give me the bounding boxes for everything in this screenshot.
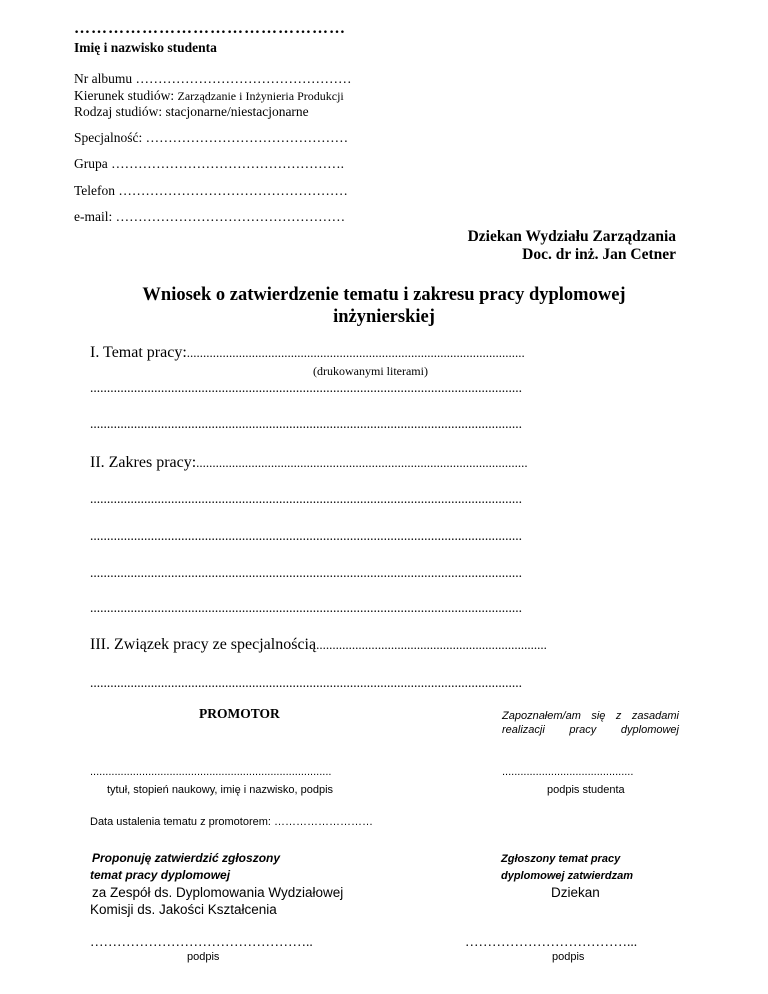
- ack-line1: Zapoznałem/am się z zasadami: [502, 710, 679, 722]
- kierunek-label: Kierunek studiów:: [74, 88, 175, 103]
- addressee-line1: Dziekan Wydziału Zarządzania: [467, 228, 676, 245]
- section2-label: II. Zakres pracy:: [90, 454, 197, 471]
- kierunek-value: Zarządzanie i Inżynieria Produkcji: [177, 89, 344, 103]
- email-row: [74, 209, 345, 225]
- committee-line3: za Zespół ds. Dyplomowania Wydziałowej: [92, 885, 344, 900]
- section1-hint: (drukowanymi literami): [313, 364, 428, 378]
- document-title-line2: inżynierskiej: [333, 307, 435, 327]
- scope-field[interactable]: ......................................................................................................: [196, 455, 528, 470]
- kierunek-row: [74, 88, 344, 104]
- grupa-field[interactable]: …………………………………………….: [111, 156, 344, 171]
- telefon-field[interactable]: ……………………………………………: [118, 183, 348, 198]
- scope-line-4[interactable]: ................................................................................................................................: [90, 600, 522, 615]
- section1-label: I. Temat pracy:: [90, 344, 187, 361]
- grupa-label: Grupa: [74, 156, 108, 171]
- section3-label: III. Związek pracy ze specjalnością: [90, 636, 317, 653]
- student-name-dots[interactable]: …………………………………………: [74, 20, 346, 37]
- topic-line-1[interactable]: ................................................................................................................................: [90, 380, 522, 395]
- grupa-row: [74, 156, 344, 172]
- student-acknowledgement: [502, 709, 679, 737]
- promotor-date-field[interactable]: ………………………: [274, 816, 374, 828]
- committee-line2: temat pracy dyplomowej: [90, 868, 231, 882]
- student-name-label: Imię i nazwisko studenta: [74, 40, 217, 55]
- album-field[interactable]: …………………………………………: [135, 71, 352, 86]
- scope-line-1[interactable]: ................................................................................................................................: [90, 491, 522, 506]
- specialty-link-line[interactable]: ................................................................................................................................: [90, 675, 522, 690]
- scope-line-2[interactable]: ................................................................................................................................: [90, 528, 522, 543]
- topic-field[interactable]: ........................................................................................................: [186, 345, 525, 360]
- section2-row: [90, 454, 528, 472]
- dean-line2: dyplomowej zatwierdzam: [501, 870, 634, 882]
- album-label: Nr albumu: [74, 71, 133, 86]
- telefon-label: Telefon: [74, 183, 116, 198]
- ack-line2: realizacji pracy dyplomowej: [502, 724, 679, 736]
- dean-line1: Zgłoszony temat pracy: [501, 853, 621, 865]
- student-signature-field[interactable]: ...........................................: [502, 766, 634, 778]
- promotor-signature-field[interactable]: ...............................................................................: [90, 766, 332, 778]
- promotor-date-label: Data ustalenia tematu z promotorem:: [90, 816, 271, 828]
- email-label: e-mail:: [74, 209, 113, 224]
- committee-line4: Komisji ds. Jakości Kształcenia: [90, 902, 277, 917]
- specjalnosc-field[interactable]: ………………………………………: [145, 130, 349, 145]
- addressee-line2: Doc. dr inż. Jan Cetner: [522, 246, 676, 263]
- topic-line-2[interactable]: ................................................................................................................................: [90, 416, 522, 431]
- student-caption: podpis studenta: [547, 784, 625, 796]
- telefon-row: [74, 183, 348, 199]
- rodzaj-studiow: Rodzaj studiów: stacjonarne/niestacjonarne: [74, 104, 309, 119]
- committee-line1: Proponuję zatwierdzić zgłoszony: [92, 851, 281, 865]
- dean-signature-field[interactable]: ………………………………...: [465, 934, 638, 949]
- specjalnosc-label: Specjalność:: [74, 130, 143, 145]
- committee-caption: podpis: [187, 951, 220, 963]
- dean-line3: Dziekan: [551, 885, 600, 900]
- section1-row: [90, 344, 525, 362]
- dean-caption: podpis: [552, 951, 585, 963]
- email-field[interactable]: ……………………………………………: [115, 209, 346, 224]
- specialty-link-field[interactable]: .......................................................................: [316, 637, 547, 652]
- section3-row: [90, 636, 547, 654]
- promotor-date-row: [90, 816, 373, 828]
- document-title-line1: Wniosek o zatwierdzenie tematu i zakresu pracy dyplomowej: [142, 285, 626, 305]
- promotor-heading: PROMOTOR: [199, 706, 280, 721]
- scope-line-3[interactable]: ................................................................................................................................: [90, 565, 522, 580]
- specjalnosc-row: [74, 130, 348, 146]
- promotor-caption: tytuł, stopień naukowy, imię i nazwisko, podpis: [107, 784, 334, 796]
- committee-signature-field[interactable]: …………………………………………..: [90, 934, 313, 949]
- album-row: [74, 71, 352, 87]
